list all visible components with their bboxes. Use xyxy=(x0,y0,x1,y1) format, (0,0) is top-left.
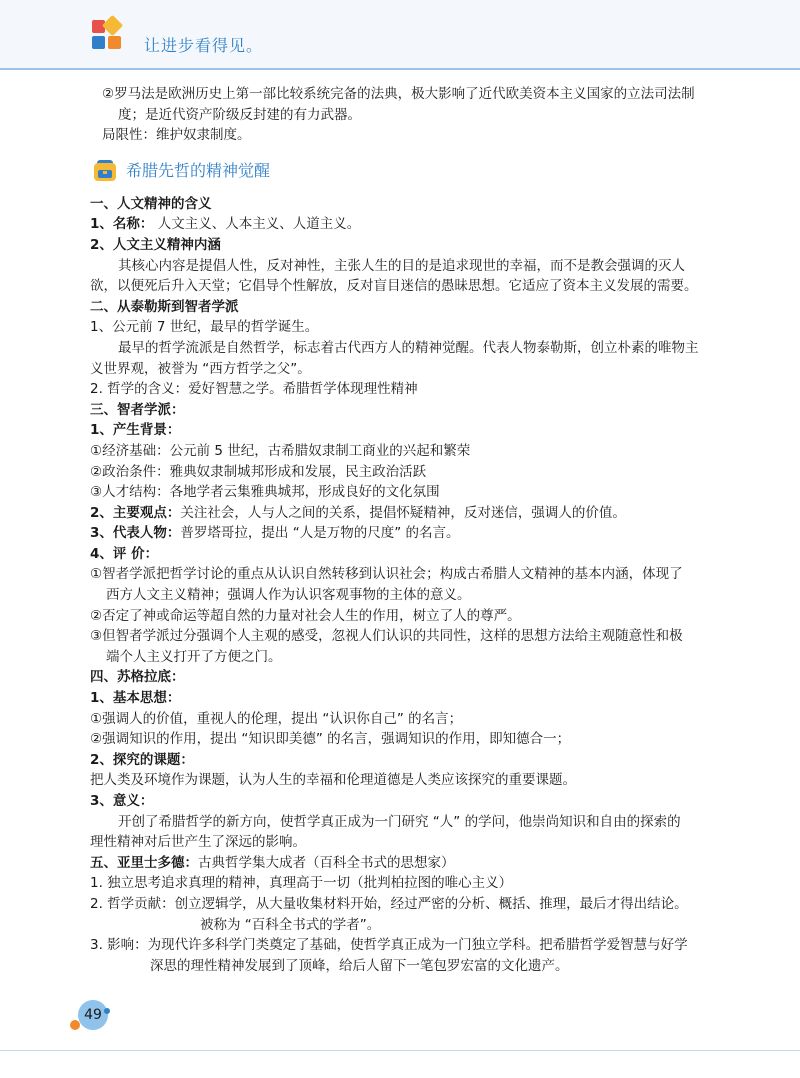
subheading: 3、意义： xyxy=(90,793,154,809)
list-item: ①经济基础：公元前 5 世纪，古希腊奴隶制工商业的兴起和繁荣 xyxy=(90,442,471,459)
paragraph: 把人类及环境作为课题，认为人生的幸福和伦理道德是人类应该探究的重要课题。 xyxy=(90,772,576,789)
label: 2、主要观点： xyxy=(90,504,181,521)
paragraph-cont: 欲，以便死后升入天堂；它倡导个性解放，反对盲目迷信的愚昧思想。它适应了资本主义发展的需要。 xyxy=(90,278,698,295)
list-item-cont: 深思的理性精神发展到了顶峰，给后人留下一笔包罗宏富的文化遗产。 xyxy=(150,957,569,974)
paragraph: 最早的哲学流派是自然哲学，标志着古代西方人的精神觉醒。代表人物泰勒斯，创立朴素的唯物主 xyxy=(118,339,699,356)
list-item: 3. 影响：为现代许多科学门类奠定了基础，使哲学真正成为一门独立学科。把希腊哲学爱智慧与好学 xyxy=(90,937,688,954)
intro-limitation: 局限性：维护奴隶制度。 xyxy=(102,127,251,144)
heading-2: 二、从泰勒斯到智者学派 xyxy=(90,298,239,315)
line-views xyxy=(90,503,730,524)
page-content xyxy=(90,84,730,976)
header-divider xyxy=(0,68,800,70)
label: 3、代表人物： xyxy=(90,525,181,542)
list-item: ③但智者学派过分强调个人主观的感受，忽视人们认识的共同性，这样的思想方法给主观随意性和极 xyxy=(90,628,683,645)
subheading: 2、人文主义精神内涵 xyxy=(90,236,221,253)
list-item-cont: 端个人主义打开了方便之门。 xyxy=(106,648,282,665)
text: 古典哲学集大成者（百科全书式的思想家） xyxy=(198,854,455,871)
line-name xyxy=(90,214,730,235)
line-representative xyxy=(90,523,730,544)
header-slogan: 让进步看得见。 xyxy=(144,36,264,55)
subheading: 4、评 价： xyxy=(90,545,159,562)
list-item: ①强调人的价值，重视人的伦理，提出 “认识你自己” 的名言； xyxy=(90,710,463,727)
list-item: ②否定了神或命运等超自然的力量对社会人生的作用，树立了人的尊严。 xyxy=(90,607,521,624)
label: 五、亚里士多德： xyxy=(90,854,198,871)
page-number: 49 xyxy=(78,1000,108,1030)
backpack-icon xyxy=(92,158,118,182)
text: 普罗塔哥拉，提出 “人是万物的尺度” 的名言。 xyxy=(180,525,460,542)
footer-divider xyxy=(0,1050,800,1051)
decor-dot-blue xyxy=(104,1008,110,1014)
brand-logo-icon xyxy=(92,20,122,50)
section-heading xyxy=(90,158,730,184)
list-item: 1. 独立思考追求真理的精神，真理高于一切（批判柏拉图的唯心主义） xyxy=(90,875,513,892)
list-item: ①智者学派把哲学讨论的重点从认识自然转移到认识社会；构成古希腊人文精神的基本内涵，体现了 xyxy=(90,566,683,583)
intro-paragraph: ②罗马法是欧洲历史上第一部比较系统完备的法典，极大影响了近代欧美资本主义国家的立法司法制 xyxy=(102,86,695,102)
label: 1、名称： xyxy=(90,216,154,233)
paragraph: 开创了希腊哲学的新方向，使哲学真正成为一门研究 “人” 的学问，他崇尚知识和自由的探索的 xyxy=(118,813,681,830)
paragraph-cont: 理性精神对后世产生了深远的影响。 xyxy=(90,834,306,851)
section-title: 希腊先哲的精神觉醒 xyxy=(126,160,271,180)
list-item: ③人才结构：各地学者云集雅典城邦，形成良好的文化氛围 xyxy=(90,484,440,501)
paragraph-cont: 义世界观，被誉为 “西方哲学之父”。 xyxy=(90,360,311,377)
line: 1、公元前 7 世纪，最早的哲学诞生。 xyxy=(90,319,319,336)
text: 关注社会，人与人之间的关系，提倡怀疑精神，反对迷信，强调人的价值。 xyxy=(180,504,626,521)
list-item: ②政治条件：雅典奴隶制城邦形成和发展，民主政治活跃 xyxy=(90,463,427,480)
list-item-cont: 被称为 “百科全书式的学者”。 xyxy=(200,916,381,933)
subheading: 1、基本思想： xyxy=(90,690,181,707)
paragraph: 其核心内容是提倡人性，反对神性，主张人生的目的是追求现世的幸福，而不是教会强调的灭人 xyxy=(118,257,685,274)
list-item: ②强调知识的作用，提出 “知识即美德” 的名言，强调知识的作用，即知德合一； xyxy=(90,731,571,748)
list-item: 2. 哲学贡献：创立逻辑学，从大量收集材料开始，经过严密的分析、概括、推理，最后才得出结论。 xyxy=(90,895,688,912)
subheading: 2、探究的课题： xyxy=(90,751,194,768)
heading-5 xyxy=(90,853,730,874)
heading-1: 一、人文精神的含义 xyxy=(90,195,212,212)
line: 2. 哲学的含义：爱好智慧之学。希腊哲学体现理性精神 xyxy=(90,381,418,398)
intro-paragraph-cont: 度；是近代资产阶级反封建的有力武器。 xyxy=(118,106,361,123)
heading-3: 三、智者学派： xyxy=(90,401,185,418)
subheading: 1、产生背景： xyxy=(90,422,181,439)
text: 人文主义、人本主义、人道主义。 xyxy=(157,216,361,233)
list-item-cont: 西方人文主义精神；强调人作为认识客观事物的主体的意义。 xyxy=(106,587,471,604)
heading-4: 四、苏格拉底： xyxy=(90,669,185,686)
